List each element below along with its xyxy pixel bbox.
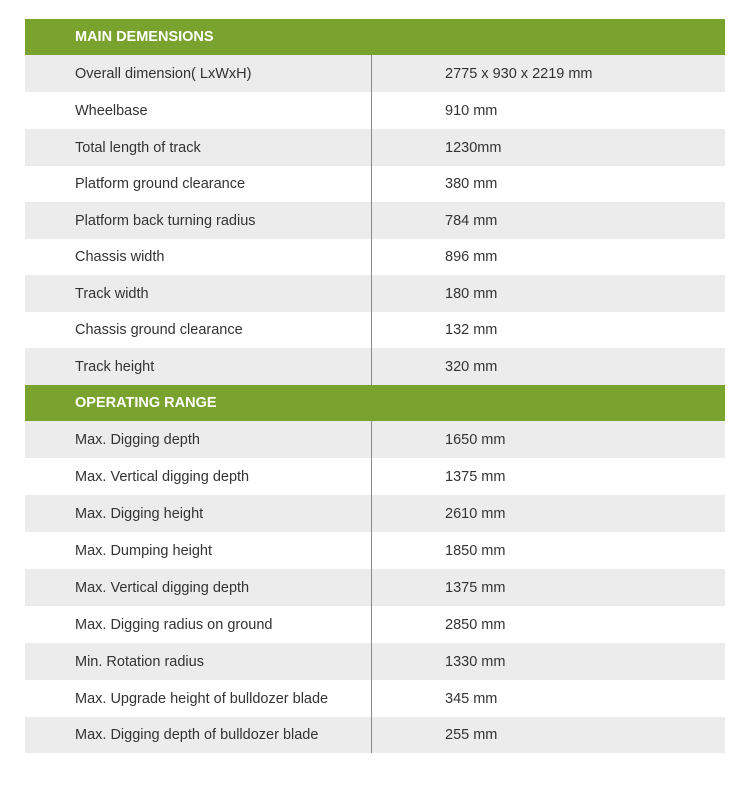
row-value: 2850 mm [445,616,506,633]
table-row [25,569,725,606]
row-value: 896 mm [445,249,498,265]
row-label: Overall dimension( LxWxH) [25,55,372,92]
table-row [25,606,725,643]
row-label: Total length of track [25,129,372,166]
row-label: Max. Dumping height [25,532,372,569]
table-row [25,239,725,275]
table-row [25,421,725,458]
table-row [25,275,725,312]
row-value: 1375 mm [445,579,506,596]
row-value: 180 mm [445,285,498,302]
table-row [25,532,725,569]
row-label: Track height [25,348,372,385]
table-row [25,348,725,385]
row-label: Platform back turning radius [25,202,372,239]
row-value: 2610 mm [445,505,506,522]
table-row [25,202,725,239]
table-row [25,92,725,129]
row-label: Chassis ground clearance [25,312,372,348]
row-value: 1330 mm [445,653,506,670]
row-label: Max. Digging radius on ground [25,606,372,643]
row-value: 345 mm [445,690,498,707]
row-value: 380 mm [445,176,498,192]
row-label: Max. Digging depth [25,421,372,458]
table-row [25,717,725,753]
row-label: Max. Digging depth of bulldozer blade [25,717,372,753]
table-row [25,166,725,202]
table-row [25,312,725,348]
row-label: Track width [25,275,372,312]
row-value: 784 mm [445,212,498,229]
row-value: 910 mm [445,102,498,119]
row-value: 255 mm [445,727,498,743]
row-label: Max. Digging height [25,495,372,532]
section-header-main-dimensions: MAIN DEMENSIONS [25,19,725,55]
table-row [25,643,725,680]
table-row [25,495,725,532]
section-header-operating-range: OPERATING RANGE [25,385,725,421]
row-value: 1375 mm [445,468,506,485]
row-label: Max. Vertical digging depth [25,458,372,495]
table-row [25,55,725,92]
row-value: 1230mm [445,139,502,156]
table-row [25,458,725,495]
row-value: 1850 mm [445,542,506,559]
row-value: 320 mm [445,358,498,375]
row-label: Chassis width [25,239,372,275]
table-row [25,680,725,717]
spec-table [25,19,725,753]
row-value: 2775 x 930 x 2219 mm [445,65,593,82]
row-value: 132 mm [445,322,498,338]
row-label: Max. Upgrade height of bulldozer blade [25,680,372,717]
row-label: Min. Rotation radius [25,643,372,680]
table-row [25,129,725,166]
row-label: Platform ground clearance [25,166,372,202]
row-label: Wheelbase [25,92,372,129]
row-value: 1650 mm [445,431,506,448]
row-label: Max. Vertical digging depth [25,569,372,606]
